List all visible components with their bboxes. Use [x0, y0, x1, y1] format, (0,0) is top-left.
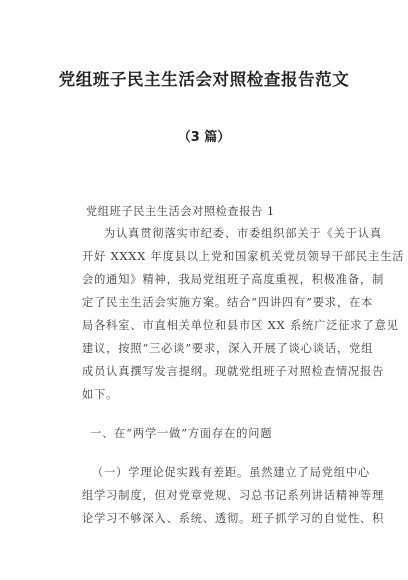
- paragraph-line: 论学习不够深入、系统、透彻。班子抓学习的自觉性、积: [82, 512, 385, 525]
- paragraph-line: 开好 XXXX 年度县以上党和国家机关党员领导干部民主生活: [82, 250, 405, 263]
- paragraph-line: 组学习制度，但对党章党规、习总书记系列讲话精神等理: [82, 489, 385, 502]
- paragraph-line: 如下。: [82, 388, 119, 401]
- paragraph-line: 局各科室、市直相关单位和县市区 XX 系统广泛征求了意见: [82, 319, 399, 332]
- paragraph-line: 成员认真撰写发言提纲。现就党组班子对照检查情况报告: [82, 365, 385, 378]
- paragraph-line: 为认真贯彻落实市纪委、市委组织部关于《关于认真: [104, 227, 383, 240]
- paragraph-line: 会的通知》精神，我局党组班子高度重视，积极准备，制: [82, 273, 385, 286]
- document-subtitle: （3 篇）: [177, 130, 231, 145]
- section-heading: 一、在“两学一做”方面存在的问题: [90, 427, 273, 440]
- report-heading: 党组班子民主生活会对照检查报告 1: [86, 205, 275, 218]
- paragraph-line: （一）学理论促实践有差距。虽然建立了局党组中心: [92, 466, 371, 479]
- paragraph-line: 定了民主生活会实施方案。结合“四讲四有”要求，在本: [82, 296, 374, 309]
- paragraph-line: 建议，按照“三必谈”要求，深入开展了谈心谈话，党组: [82, 342, 374, 355]
- document-title: 党组班子民主生活会对照检查报告范文: [58, 70, 350, 89]
